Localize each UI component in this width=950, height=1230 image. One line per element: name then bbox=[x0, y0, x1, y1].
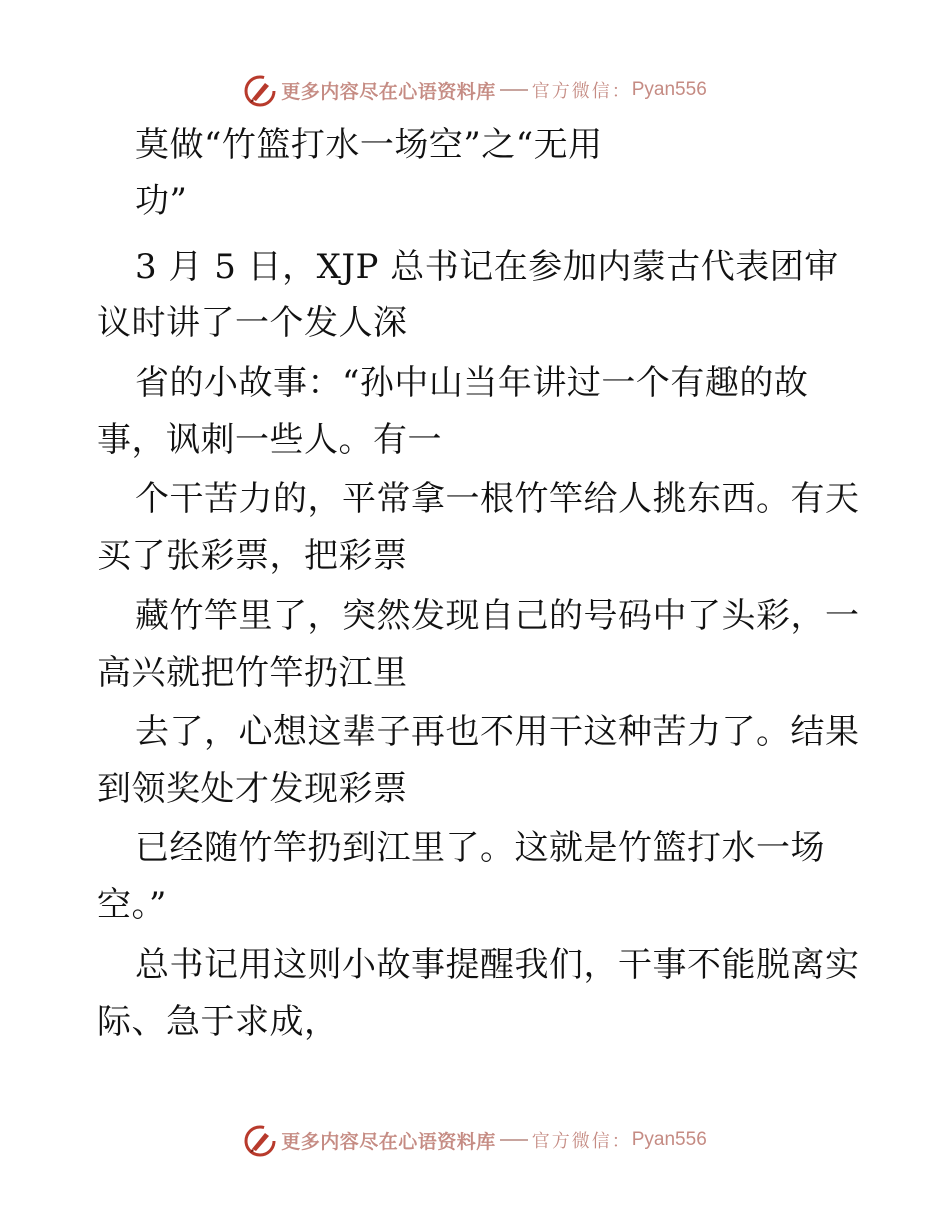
title-line-1: 莫做“竹篮打水一场空”之“无用 bbox=[135, 125, 603, 165]
paragraph-line: 高兴就把竹竿扔江里 bbox=[97, 653, 408, 693]
paragraph-line: 个干苦力的，平常拿一根竹竿给人挑东西。有天 bbox=[135, 479, 860, 519]
paragraph-line: 总书记用这则小故事提醒我们，干事不能脱离实 bbox=[135, 945, 860, 985]
watermark-banner-top bbox=[0, 70, 950, 110]
paragraph-line: 际、急于求成， bbox=[97, 1002, 339, 1042]
watermark-separator bbox=[500, 89, 528, 91]
pen-logo-icon bbox=[243, 74, 277, 108]
paragraph-line: 事，讽刺一些人。有一 bbox=[97, 420, 442, 460]
pen-logo-icon bbox=[243, 1124, 277, 1158]
paragraph-line: 已经随竹竿扔到江里了。这就是竹篮打水一场 bbox=[135, 828, 825, 868]
watermark-label: 官方微信： bbox=[531, 81, 632, 102]
paragraph-line: 议时讲了一个发人深 bbox=[97, 303, 408, 343]
watermark-id: Pyan556 bbox=[631, 1129, 707, 1150]
paragraph-line: 省的小故事：“孙中山当年讲过一个有趣的故 bbox=[135, 363, 809, 403]
paragraph-line: 去了，心想这辈子再也不用干这种苦力了。结果 bbox=[135, 712, 860, 752]
watermark-separator bbox=[500, 1139, 528, 1141]
title-line-2: 功” bbox=[135, 181, 188, 221]
watermark-id: Pyan556 bbox=[631, 79, 707, 100]
watermark-text: 更多内容尽在心语资料库 bbox=[281, 1130, 496, 1153]
watermark-text: 更多内容尽在心语资料库 bbox=[281, 80, 496, 103]
paragraph-line: 空。” bbox=[97, 885, 167, 925]
watermark-label: 官方微信： bbox=[531, 1131, 632, 1152]
paragraph-line: 藏竹竿里了，突然发现自己的号码中了头彩，一 bbox=[135, 596, 860, 636]
paragraph-line: 买了张彩票，把彩票 bbox=[97, 536, 408, 576]
paragraph-line: 3 月 5 日，XJP 总书记在参加内蒙古代表团审 bbox=[135, 247, 839, 287]
paragraph-line: 到领奖处才发现彩票 bbox=[97, 769, 408, 809]
watermark-banner-bottom bbox=[0, 1120, 950, 1160]
